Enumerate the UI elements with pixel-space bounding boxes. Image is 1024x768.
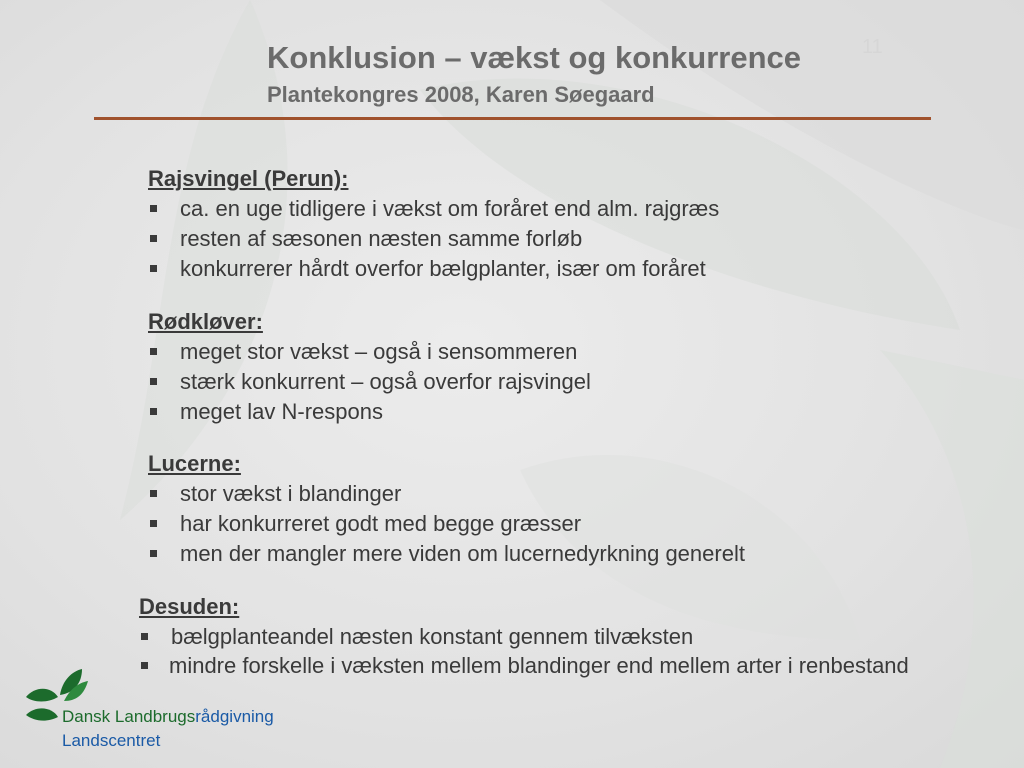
section-roedkloever — [148, 307, 968, 427]
square-bullet-icon — [150, 408, 157, 415]
list-item — [148, 224, 968, 254]
list-item-text: har konkurreret godt med begge græsser — [180, 511, 582, 536]
section-lucerne — [148, 449, 968, 569]
list-item-text: meget stor vækst – også i sensommeren — [180, 339, 578, 364]
section-heading: Lucerne: — [148, 451, 241, 476]
list-item-text: meget lav N-respons — [180, 399, 383, 424]
list-item — [148, 194, 968, 224]
section-heading: Desuden: — [139, 594, 240, 619]
organization-name — [62, 707, 274, 727]
list-item-text: men der mangler mere viden om lucernedyrkning generelt — [180, 541, 745, 566]
list-item — [139, 651, 909, 677]
square-bullet-icon — [150, 348, 157, 355]
organization-subtitle: Landscentret — [62, 731, 161, 750]
list-item-text: stor vækst i blandinger — [180, 481, 402, 506]
list-item-text: mindre forskelle i væksten mellem blandinger end mellem arter i renbestand — [169, 653, 909, 678]
list-item — [148, 254, 968, 284]
title-divider — [94, 117, 931, 120]
square-bullet-icon — [150, 265, 157, 272]
square-bullet-icon — [150, 520, 157, 527]
list-item — [148, 337, 968, 367]
list-item — [139, 622, 959, 651]
bullet-list — [148, 337, 968, 427]
square-bullet-icon — [150, 550, 157, 557]
bullet-list — [139, 622, 959, 677]
section-heading: Rødkløver: — [148, 309, 263, 334]
list-item-text: ca. en uge tidligere i vækst om foråret end alm. rajgræs — [180, 196, 720, 221]
list-item — [148, 509, 968, 539]
square-bullet-icon — [150, 235, 157, 242]
section-heading: Rajsvingel (Perun): — [148, 166, 349, 191]
square-bullet-icon — [150, 205, 157, 212]
section-rajsvingel — [148, 164, 968, 284]
list-item-text: konkurrerer hårdt overfor bælgplanter, især om foråret — [180, 256, 706, 281]
list-item — [148, 367, 968, 397]
list-item — [148, 479, 968, 509]
list-item-text: stærk konkurrent – også overfor rajsvingel — [180, 369, 591, 394]
list-item — [148, 539, 968, 569]
square-bullet-icon — [141, 633, 148, 640]
list-item — [148, 397, 968, 427]
bullet-list — [148, 479, 968, 569]
organization-name-part2: rådgivning — [195, 707, 274, 726]
organization-name-part1: Dansk Landbrugs — [62, 707, 196, 726]
list-item-text: bælgplanteandel næsten konstant gennem tilvæksten — [171, 624, 694, 649]
bullet-list — [148, 194, 968, 284]
slide-subtitle: Plantekongres 2008, Karen Søegaard — [267, 82, 655, 107]
square-bullet-icon — [150, 378, 157, 385]
list-item-text: resten af sæsonen næsten samme forløb — [180, 226, 583, 251]
section-desuden — [139, 592, 959, 677]
page-number: 11 — [862, 36, 883, 58]
slide-title: Konklusion – vækst og konkurrence — [267, 40, 802, 75]
square-bullet-icon — [150, 490, 157, 497]
square-bullet-icon — [141, 662, 148, 669]
